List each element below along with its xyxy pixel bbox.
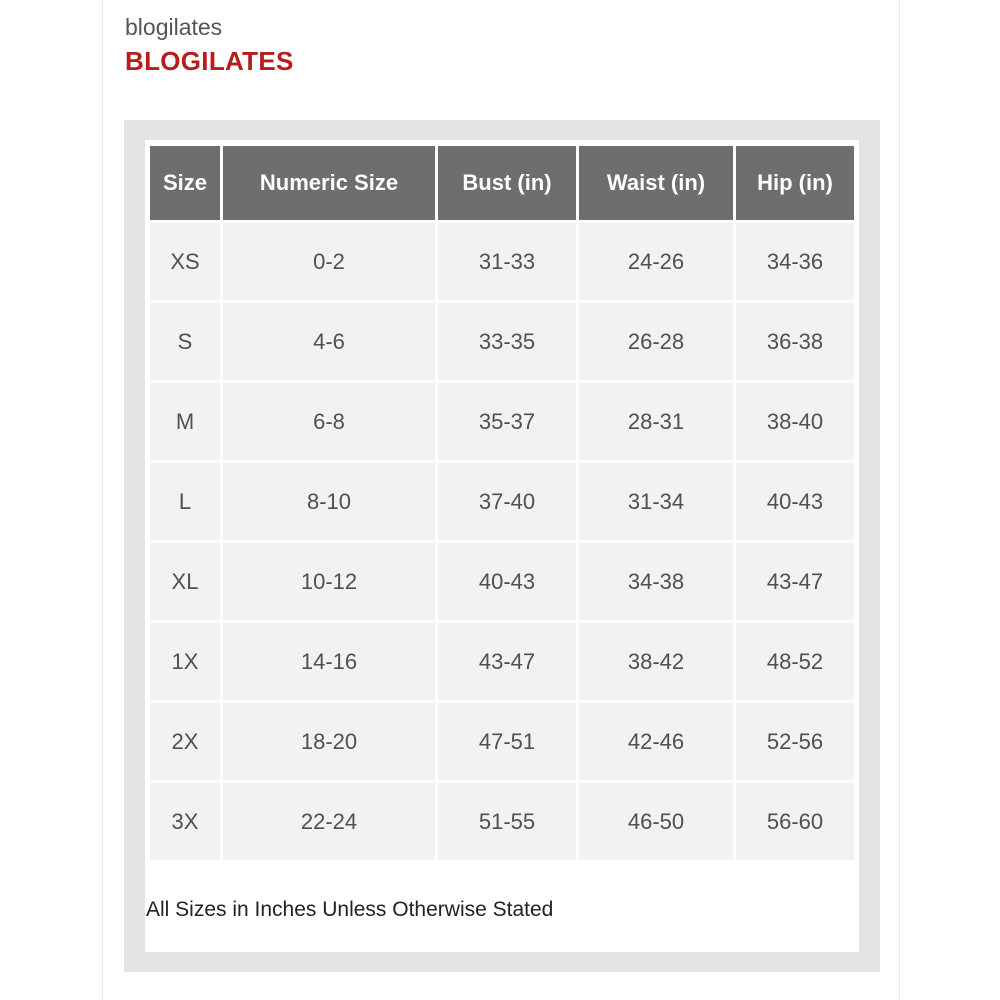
cell-bust: 37-40 bbox=[438, 463, 576, 540]
cell-waist: 46-50 bbox=[579, 783, 733, 860]
cell-numeric-size: 6-8 bbox=[223, 383, 435, 460]
header-size: Size bbox=[150, 146, 220, 220]
cell-waist: 42-46 bbox=[579, 703, 733, 780]
size-chart-table bbox=[147, 143, 857, 863]
brand-title: BLOGILATES bbox=[125, 46, 294, 76]
cell-numeric-size: 18-20 bbox=[223, 703, 435, 780]
cell-size: S bbox=[150, 303, 220, 380]
cell-numeric-size: 22-24 bbox=[223, 783, 435, 860]
brand-name[interactable]: blogilates bbox=[125, 14, 223, 40]
cell-waist: 34-38 bbox=[579, 543, 733, 620]
table-row bbox=[150, 783, 854, 860]
cell-waist: 28-31 bbox=[579, 383, 733, 460]
cell-waist: 38-42 bbox=[579, 623, 733, 700]
cell-numeric-size: 8-10 bbox=[223, 463, 435, 540]
cell-hip: 34-36 bbox=[736, 223, 854, 300]
cell-numeric-size: 14-16 bbox=[223, 623, 435, 700]
cell-size: 1X bbox=[150, 623, 220, 700]
cell-hip: 48-52 bbox=[736, 623, 854, 700]
cell-size: M bbox=[150, 383, 220, 460]
cell-size: XS bbox=[150, 223, 220, 300]
cell-size: 2X bbox=[150, 703, 220, 780]
cell-bust: 51-55 bbox=[438, 783, 576, 860]
cell-bust: 47-51 bbox=[438, 703, 576, 780]
cell-bust: 31-33 bbox=[438, 223, 576, 300]
table-row bbox=[150, 703, 854, 780]
header-waist: Waist (in) bbox=[579, 146, 733, 220]
cell-hip: 40-43 bbox=[736, 463, 854, 540]
header-numeric-size: Numeric Size bbox=[223, 146, 435, 220]
table-header-row bbox=[150, 146, 854, 220]
cell-hip: 36-38 bbox=[736, 303, 854, 380]
header-bust: Bust (in) bbox=[438, 146, 576, 220]
cell-size: XL bbox=[150, 543, 220, 620]
table-row bbox=[150, 543, 854, 620]
cell-bust: 33-35 bbox=[438, 303, 576, 380]
table-row bbox=[150, 303, 854, 380]
cell-hip: 56-60 bbox=[736, 783, 854, 860]
cell-hip: 52-56 bbox=[736, 703, 854, 780]
cell-numeric-size: 0-2 bbox=[223, 223, 435, 300]
header-hip: Hip (in) bbox=[736, 146, 854, 220]
cell-waist: 26-28 bbox=[579, 303, 733, 380]
cell-size: L bbox=[150, 463, 220, 540]
cell-hip: 43-47 bbox=[736, 543, 854, 620]
size-chart-note: All Sizes in Inches Unless Otherwise Stated bbox=[146, 898, 554, 921]
cell-bust: 43-47 bbox=[438, 623, 576, 700]
table-row bbox=[150, 223, 854, 300]
cell-waist: 31-34 bbox=[579, 463, 733, 540]
cell-hip: 38-40 bbox=[736, 383, 854, 460]
cell-size: 3X bbox=[150, 783, 220, 860]
cell-numeric-size: 4-6 bbox=[223, 303, 435, 380]
cell-bust: 35-37 bbox=[438, 383, 576, 460]
cell-numeric-size: 10-12 bbox=[223, 543, 435, 620]
table-row bbox=[150, 623, 854, 700]
table-row bbox=[150, 383, 854, 460]
table-row bbox=[150, 463, 854, 540]
cell-bust: 40-43 bbox=[438, 543, 576, 620]
cell-waist: 24-26 bbox=[579, 223, 733, 300]
